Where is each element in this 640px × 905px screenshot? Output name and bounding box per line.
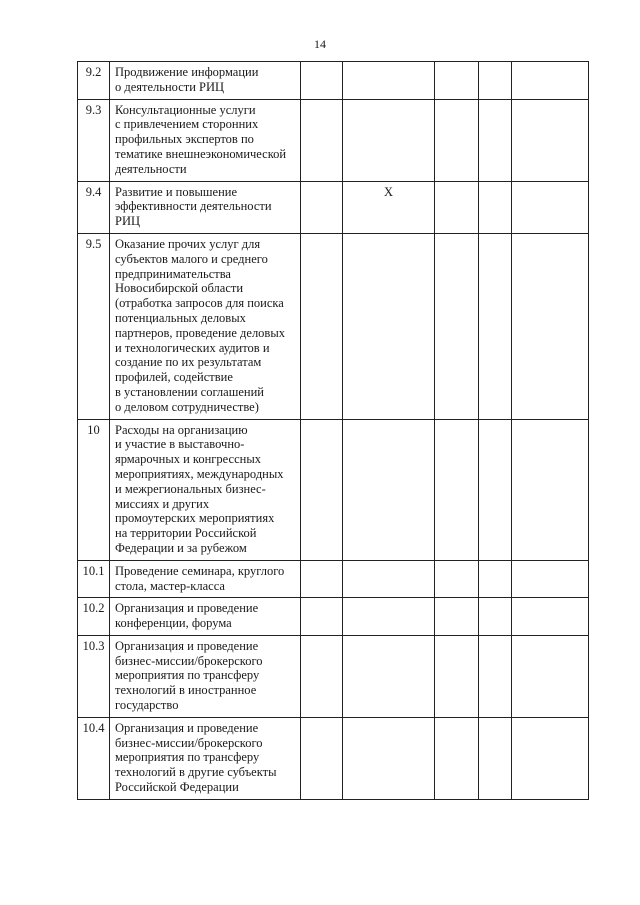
- mark-cell: [479, 181, 512, 233]
- row-description: Проведение семинара, круглого стола, мастер-класса: [115, 563, 285, 593]
- mark-cell: [435, 181, 479, 233]
- mark-cell: [343, 560, 435, 598]
- mark-cell: [343, 598, 435, 636]
- mark-cell: [512, 419, 589, 560]
- row-description-cell: [110, 560, 301, 598]
- mark-cell: [479, 598, 512, 636]
- row-number: 10.1: [78, 560, 110, 598]
- row-description-cell: [110, 233, 301, 419]
- mark-cell: [512, 635, 589, 717]
- mark-cell: [435, 560, 479, 598]
- mark-cell: [301, 419, 343, 560]
- mark-cell: [435, 62, 479, 100]
- mark-cell: [343, 62, 435, 100]
- table-row: [78, 181, 589, 233]
- mark-cell: [512, 181, 589, 233]
- row-number: 9.5: [78, 233, 110, 419]
- mark-cell: [435, 598, 479, 636]
- mark-cell: [479, 62, 512, 100]
- row-description: Оказание прочих услуг для субъектов малого и среднего предпринимательства Новосибирской области (отработка запросов для поиска потенциальных деловых партнеров, проведение деловых и технологических аудитов и создание по их результатам профилей, содействие в установлении соглашений о деловом сотрудничестве): [115, 236, 285, 414]
- row-description-cell: [110, 717, 301, 799]
- services-table: [77, 61, 589, 800]
- row-number: 10.3: [78, 635, 110, 717]
- row-description-cell: [110, 598, 301, 636]
- mark-cell: [479, 99, 512, 181]
- mark-cell: [343, 635, 435, 717]
- table-row: [78, 233, 589, 419]
- mark-cell: [343, 717, 435, 799]
- mark-cell: [301, 233, 343, 419]
- row-description: Организация и проведение бизнес-миссии/брокерского мероприятия по трансферу технологий в иностранное государство: [115, 638, 263, 713]
- mark-cell: [435, 99, 479, 181]
- row-number: 10.2: [78, 598, 110, 636]
- row-description: Консультационные услуги с привлечением сторонних профильных экспертов по тематике внешнеэкономической деятельности: [115, 102, 287, 176]
- table-row: [78, 717, 589, 799]
- row-description: Расходы на организацию и участие в выставочно- ярмарочных и конгрессных мероприятиях, международных и межрегиональных бизнес- миссиях и других промоутерских мероприятиях на территории Российской Федерации и за рубежом: [115, 422, 284, 555]
- table-row: [78, 635, 589, 717]
- row-description-cell: [110, 419, 301, 560]
- mark-cell: X: [343, 181, 435, 233]
- mark-cell: [479, 717, 512, 799]
- mark-cell: [479, 560, 512, 598]
- row-number: 9.3: [78, 99, 110, 181]
- mark-cell: [512, 62, 589, 100]
- row-number: 10.4: [78, 717, 110, 799]
- table-row: [78, 99, 589, 181]
- row-description: Организация и проведение конференции, форума: [115, 601, 259, 631]
- row-number: 9.2: [78, 62, 110, 100]
- table-row: [78, 62, 589, 100]
- mark-cell: [479, 233, 512, 419]
- mark-cell: [301, 717, 343, 799]
- mark-cell: [435, 419, 479, 560]
- table-row: [78, 598, 589, 636]
- row-description-cell: [110, 62, 301, 100]
- row-description-cell: [110, 99, 301, 181]
- mark-cell: [512, 598, 589, 636]
- mark-cell: [512, 233, 589, 419]
- page-number: 14: [314, 37, 326, 51]
- mark-cell: [301, 62, 343, 100]
- mark-cell: [301, 635, 343, 717]
- row-description-cell: [110, 635, 301, 717]
- mark-cell: [435, 233, 479, 419]
- mark-cell: [512, 717, 589, 799]
- mark-cell: [512, 560, 589, 598]
- row-description-cell: [110, 181, 301, 233]
- row-description: Продвижение информации о деятельности РИЦ: [115, 65, 259, 94]
- mark-cell: [479, 635, 512, 717]
- mark-cell: [301, 560, 343, 598]
- table-row: [78, 560, 589, 598]
- mark-cell: [435, 635, 479, 717]
- mark-cell: [301, 99, 343, 181]
- mark-cell: [301, 598, 343, 636]
- row-description: Развитие и повышение эффективности деятельности РИЦ: [115, 184, 272, 229]
- mark-cell: [343, 233, 435, 419]
- mark-cell: [512, 99, 589, 181]
- row-number: 9.4: [78, 181, 110, 233]
- mark-cell: [479, 419, 512, 560]
- row-number: 10: [78, 419, 110, 560]
- mark-cell: [343, 99, 435, 181]
- mark-cell: [301, 181, 343, 233]
- mark-cell: [343, 419, 435, 560]
- mark-cell: [435, 717, 479, 799]
- table-row: [78, 419, 589, 560]
- row-description: Организация и проведение бизнес-миссии/брокерского мероприятия по трансферу технологий в другие субъекты Российской Федерации: [115, 720, 277, 795]
